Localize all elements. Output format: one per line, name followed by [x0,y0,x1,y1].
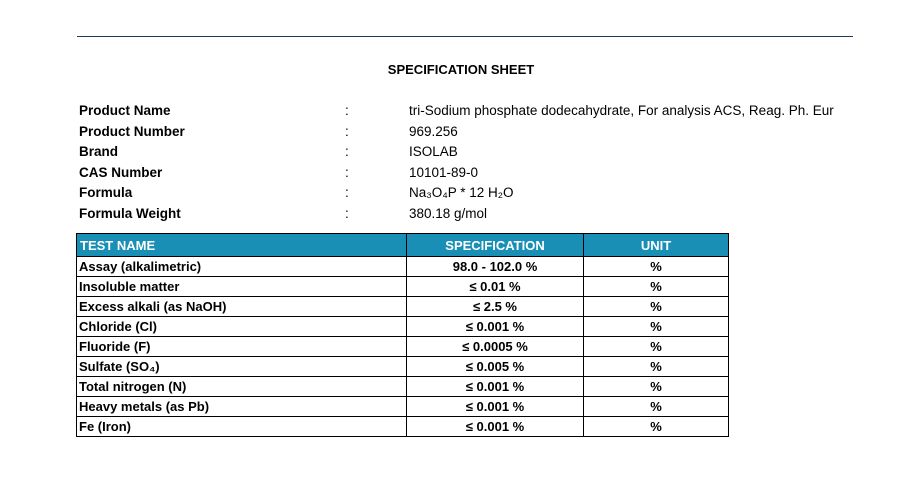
test-name-cell: Total nitrogen (N) [77,377,407,397]
info-colon: : [345,144,349,159]
test-name-cell: Assay (alkalimetric) [77,257,407,277]
unit-cell: % [584,277,729,297]
header-unit: UNIT [584,234,729,257]
test-name-cell: Chloride (Cl) [77,317,407,337]
info-colon: : [345,185,349,200]
header-test-name: TEST NAME [77,234,407,257]
info-label: Formula [79,185,133,200]
table-header-row [77,234,729,257]
info-value: 10101-89-0 [409,165,479,180]
test-name-cell: Fe (Iron) [77,417,407,437]
table-row [77,317,729,337]
specification-cell: ≤ 0.001 % [407,397,584,417]
unit-cell: % [584,337,729,357]
info-colon: : [345,103,349,118]
info-row-formula-weight [0,204,922,224]
info-colon: : [345,206,349,221]
table-row [77,277,729,297]
specification-cell: 98.0 - 102.0 % [407,257,584,277]
specification-cell: ≤ 0.001 % [407,317,584,337]
test-name-cell: Sulfate (SO₄) [77,357,407,377]
specification-cell: ≤ 0.001 % [407,417,584,437]
specification-cell: ≤ 0.005 % [407,357,584,377]
top-divider [77,36,853,37]
info-row-product-name [0,101,922,121]
unit-cell: % [584,257,729,277]
table-row [77,417,729,437]
table-row [77,257,729,277]
specification-cell: ≤ 2.5 % [407,297,584,317]
unit-cell: % [584,317,729,337]
table-row [77,337,729,357]
info-colon: : [345,124,349,139]
info-label: CAS Number [79,165,163,180]
test-name-cell: Fluoride (F) [77,337,407,357]
info-row-brand [0,142,922,162]
unit-cell: % [584,377,729,397]
info-label: Product Number [79,124,185,139]
test-name-cell: Heavy metals (as Pb) [77,397,407,417]
unit-cell: % [584,297,729,317]
info-value: Na₃O₄P * 12 H₂O [409,185,514,200]
info-value: 969.256 [409,124,458,139]
specification-cell: ≤ 0.001 % [407,377,584,397]
unit-cell: % [584,397,729,417]
unit-cell: % [584,417,729,437]
info-value: tri-Sodium phosphate dodecahydrate, For analysis ACS, Reag. Ph. Eur [409,103,834,118]
info-value: 380.18 g/mol [409,206,488,221]
specification-cell: ≤ 0.01 % [407,277,584,297]
table-row [77,357,729,377]
test-name-cell: Insoluble matter [77,277,407,297]
table-row [77,397,729,417]
info-label: Brand [79,144,119,159]
header-specification: SPECIFICATION [407,234,584,257]
table-row [77,377,729,397]
unit-cell: % [584,357,729,377]
table-row [77,297,729,317]
test-name-cell: Excess alkali (as NaOH) [77,297,407,317]
info-label: Product Name [79,103,171,118]
specification-table [76,233,729,437]
page-title: SPECIFICATION SHEET [387,62,535,77]
info-row-product-number [0,122,922,142]
info-row-cas-number [0,163,922,183]
specification-cell: ≤ 0.0005 % [407,337,584,357]
info-colon: : [345,165,349,180]
info-label: Formula Weight [79,206,181,221]
info-row-formula [0,183,922,203]
info-value: ISOLAB [409,144,458,159]
